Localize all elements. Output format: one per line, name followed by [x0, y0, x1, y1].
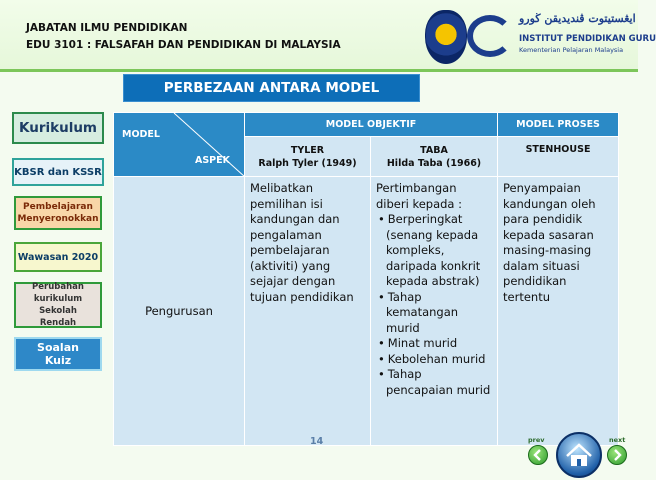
taba-header: [371, 137, 498, 177]
nav-kbsr-kssr-button[interactable]: KBSR dan KSSR: [12, 158, 104, 186]
nav-perubahan-button[interactable]: [14, 282, 102, 328]
stenhouse-cell: Penyampaian kandungan oleh para pendidik kepada sasaran masing-masing dalam situasi pendidikan tertentu: [498, 177, 619, 446]
comparison-table: [113, 112, 619, 446]
list-item: • Minat murid: [376, 336, 492, 352]
nav-soalan-label-1: Soalan: [37, 341, 79, 354]
ipg-ministry: Kementerian Pelajaran Malaysia: [519, 46, 624, 54]
taba-name: TABA: [420, 144, 448, 156]
taba-year: Hilda Taba (1966): [386, 157, 482, 169]
model-proses-header: MODEL PROSES: [498, 113, 619, 137]
ipg-jawi-name: ايڠستيتوت ڤنديديقن ڬورو: [519, 12, 636, 25]
list-item: • Berperingkat (senang kepada kompleks, daripada konkrit kepada abstrak): [376, 212, 492, 290]
prev-label: prev: [528, 436, 545, 444]
next-button[interactable]: [607, 445, 627, 465]
nav-perubahan-label-3: Rendah: [39, 318, 77, 328]
prev-button[interactable]: [528, 445, 548, 465]
taba-intro: Pertimbangan diberi kepada :: [376, 181, 462, 211]
next-label: next: [609, 436, 626, 444]
nav-pembelajaran-label-2: Menyeronokkan: [17, 214, 99, 224]
nav-pembelajaran-button[interactable]: [14, 196, 102, 230]
taba-list: [376, 212, 492, 398]
course-title: EDU 3101 : FALSAFAH DAN PENDIDIKAN DI MALAYSIA: [26, 39, 341, 51]
aspect-cell-pengurusan: Pengurusan: [114, 177, 245, 446]
corner-diagonal: [114, 113, 245, 177]
corner-aspek-label: ASPEK: [194, 155, 230, 166]
nav-perubahan-label-2: kurikulum Sekolah: [33, 294, 83, 316]
header-text: [26, 20, 341, 54]
model-objektif-header: MODEL OBJEKTIF: [245, 113, 498, 137]
nav-pembelajaran-label-1: Pembelajaran: [23, 202, 93, 212]
list-item: • Tahap pencapaian murid: [376, 367, 492, 398]
nav-kurikulum-button[interactable]: Kurikulum: [12, 112, 104, 144]
ipg-emblem-icon: [467, 15, 513, 57]
header-bar: [0, 0, 656, 72]
tyler-name: TYLER: [290, 144, 325, 156]
nav-wawasan-button[interactable]: Wawasan 2020: [14, 242, 102, 272]
tyler-year: Ralph Tyler (1949): [258, 157, 357, 169]
nav-soalan-kuiz-button[interactable]: [14, 337, 102, 371]
ipg-logo: [467, 12, 656, 60]
arrow-left-icon: [529, 446, 547, 464]
slide-title: PERBEZAAN ANTARA MODEL: [123, 74, 420, 102]
list-item: • Tahap kematangan murid: [376, 290, 492, 337]
home-button[interactable]: [556, 432, 602, 478]
home-icon: [558, 434, 600, 476]
tyler-header: [245, 137, 371, 177]
table-corner-header: [114, 113, 245, 177]
tyler-cell: Melibatkan pemilihan isi kandungan dan pengalaman pembelajaran (aktiviti) yang sejajar dengan tujuan pendidikan: [245, 177, 371, 446]
stenhouse-header: STENHOUSE: [498, 137, 619, 177]
page-number: 14: [310, 436, 324, 447]
arrow-right-icon: [608, 446, 626, 464]
department-title: JABATAN ILMU PENDIDIKAN: [26, 22, 188, 34]
university-seal-logo: [425, 10, 467, 64]
corner-model-label: MODEL: [122, 129, 160, 140]
ipg-name: INSTITUT PENDIDIKAN GURU: [519, 34, 656, 44]
list-item: • Kebolehan murid: [376, 352, 492, 368]
nav-perubahan-label-1: Perubahan: [32, 282, 84, 292]
taba-cell: [371, 177, 498, 446]
nav-soalan-label-2: Kuiz: [44, 354, 72, 367]
